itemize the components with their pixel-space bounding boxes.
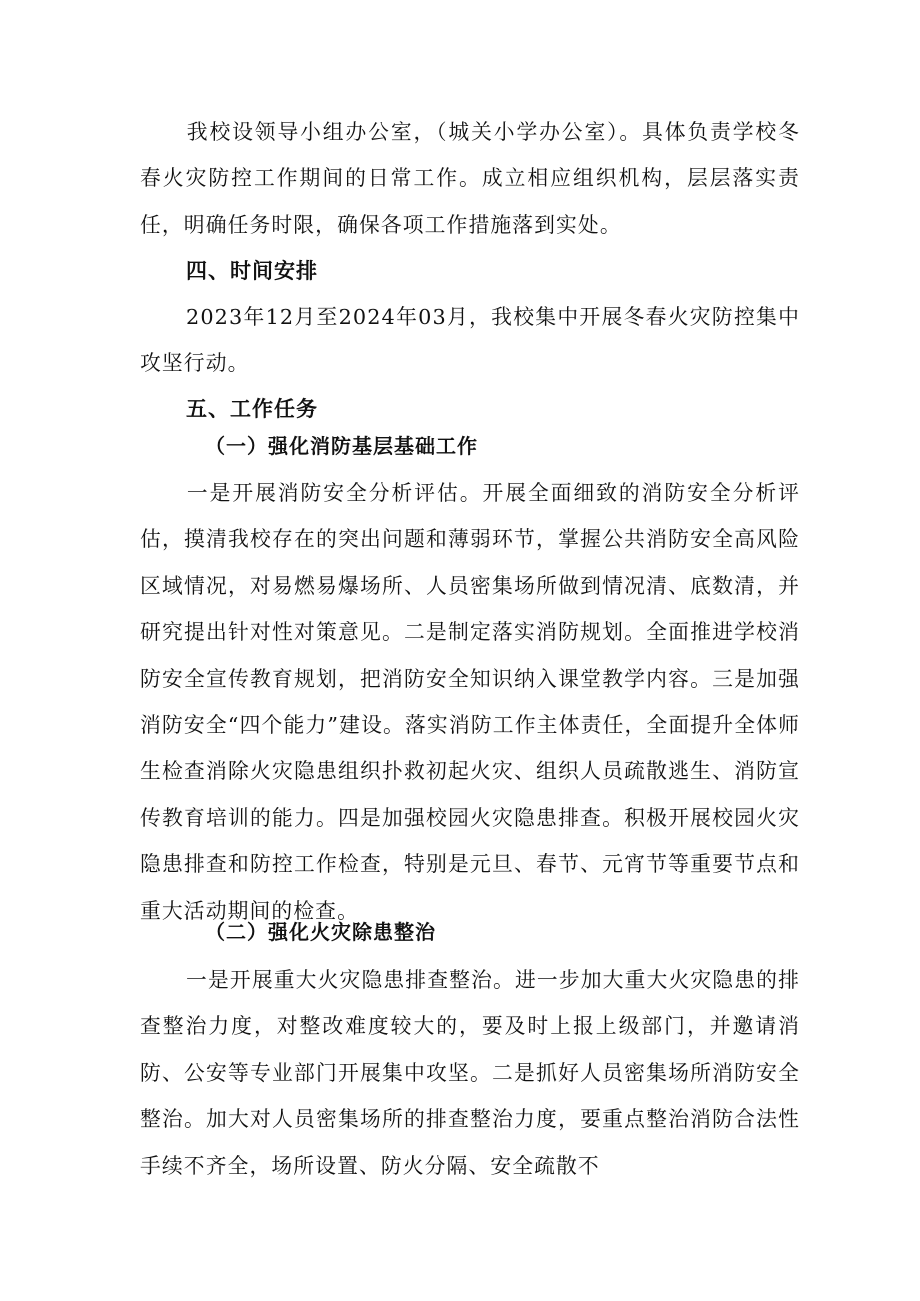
paragraph-hazard-remediation: [140, 957, 800, 1189]
subheading-hazard-remediation: （二）强化火灾除患整治: [205, 920, 436, 944]
paragraph-time: [140, 294, 800, 387]
heading-work-tasks: 五、工作任务: [186, 397, 318, 421]
paragraph-fire-foundation: [140, 470, 800, 934]
subheading-fire-foundation: （一）强化消防基层基础工作: [205, 434, 478, 458]
paragraph-office: [140, 109, 800, 248]
heading-time-arrangement: 四、时间安排: [186, 259, 318, 283]
paragraph-time-text: 2023年12月至2024年03月，我校集中开展冬春火灾防控集中攻坚行动。: [140, 305, 800, 376]
paragraph-office-text: 我校设领导小组办公室，（城关小学办公室）。具体负责学校冬春火灾防控工作期间的日常工作。成立相应组织机构，层层落实责任，明确任务时限，确保各项工作措施落到实处。: [140, 120, 800, 237]
paragraph-hazard-remediation-text: 一是开展重大火灾隐患排查整治。进一步加大重大火灾隐患的排查整治力度，对整改难度较大的，要及时上报上级部门，并邀请消防、公安等专业部门开展集中攻坚。二是抓好人员密集场所消防安全整治。加大对人员密集场所的排查整治力度，要重点整治消防合法性手续不齐全，场所设置、防火分隔、安全疏散不: [140, 968, 800, 1178]
paragraph-fire-foundation-text: 一是开展消防安全分析评估。开展全面细致的消防安全分析评估，摸清我校存在的突出问题和薄弱环节，掌握公共消防安全高风险区域情况，对易燃易爆场所、人员密集场所做到情况清、底数清，并研究提出针对性对策意见。二是制定落实消防规划。全面推进学校消防安全宣传教育规划，把消防安全知识纳入课堂教学内容。三是加强消防安全“四个能力”建设。落实消防工作主体责任，全面提升全体师生检查消除火灾隐患组织扑救初起火灾、组织人员疏散逃生、消防宣传教育培训的能力。四是加强校园火灾隐患排查。积极开展校园火灾隐患排查和防控工作检查，特别是元旦、春节、元宵节等重要节点和重大活动期间的检查。: [140, 481, 800, 923]
